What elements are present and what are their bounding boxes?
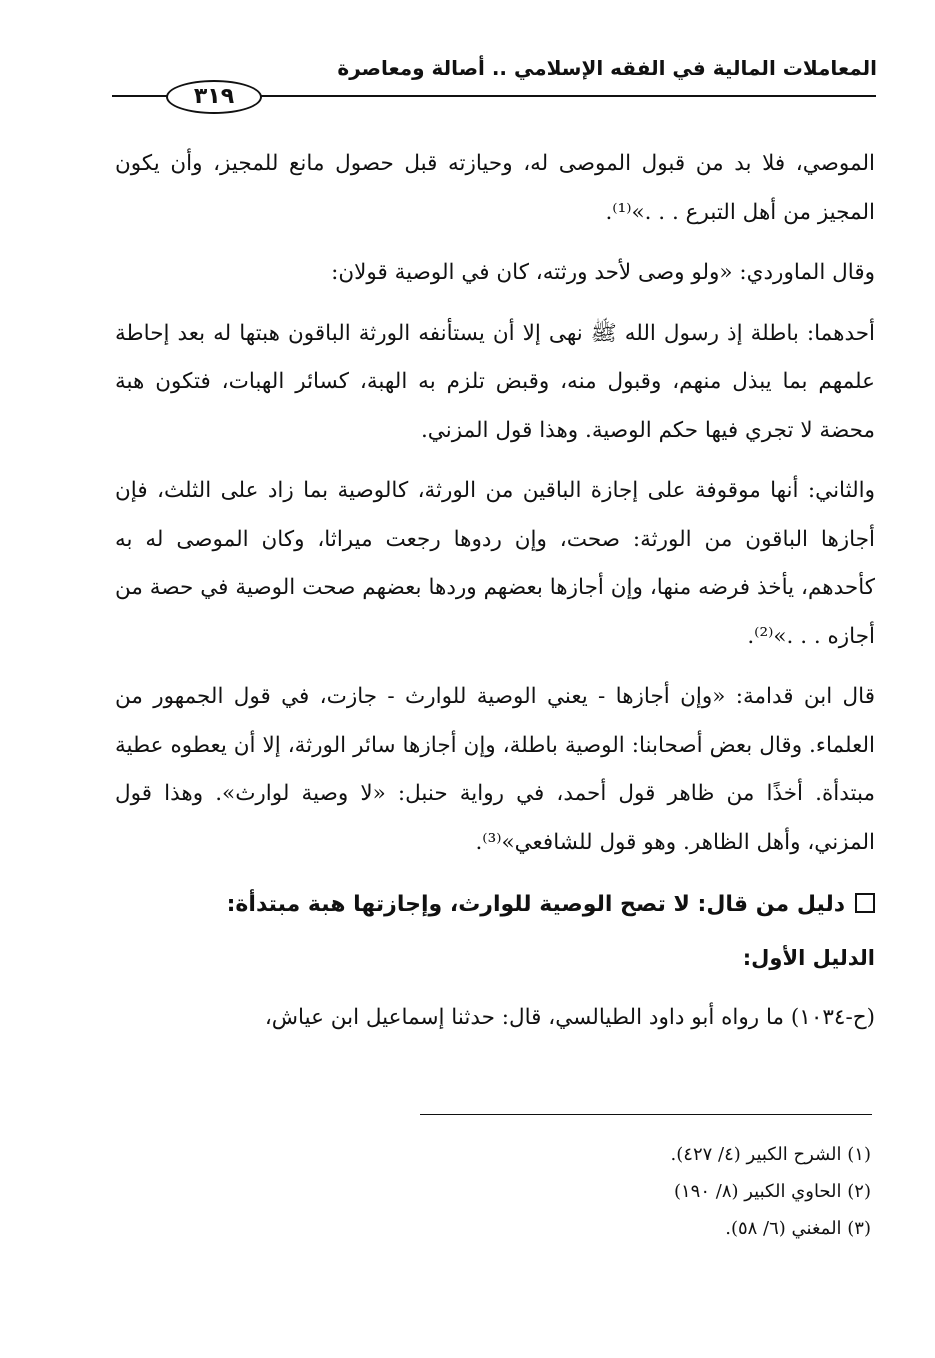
footnote-2: (٢) الحاوي الكبير (٨/ ١٩٠)	[673, 1181, 871, 1202]
checkbox-square-icon	[855, 893, 875, 913]
footnote-1: (١) الشرح الكبير (٤/ ٤٢٧).	[670, 1144, 871, 1165]
section-heading	[115, 881, 875, 930]
footnotes	[171, 1136, 871, 1247]
section-heading-text: دليل من قال: لا تصح الوصية للوارث، وإجازتها هبة مبتدأة:	[226, 892, 845, 917]
paragraph-hadith: (ح-١٠٣٤) ما رواه أبو داود الطيالسي، قال: حدثنا إسماعيل ابن عياش،	[264, 1005, 875, 1030]
paragraph-second-opinion: والثاني: أنها موقوفة على إجازة الباقين من الورثة، كالوصية بما زاد على الثلث، فإن أجازها الباقون من الورثة: صحت، وإن ردوها رجعت ميراثا، وكان الموصى له به كأحدهم، يأخذ فرضه منها، وإن أجازها بعضهم وردها بعضهم صحت الوصية في حصة من أجازه . . .»⁽²⁾.	[115, 478, 875, 649]
footnote-rule	[420, 1114, 872, 1115]
first-evidence-heading: الدليل الأول:	[742, 945, 875, 970]
page-body	[115, 140, 875, 1043]
paragraph-ibn-qudama: قال ابن قدامة: «وإن أجازها - يعني الوصية للوارث - جازت، في قول الجمهور من العلماء. وقال بعض أصحابنا: الوصية باطلة، وإن أجازها سائر الورثة، إلا أن يعطوه عطية مبتدأة. أخذًا من ظاهر قول أحمد، في رواية حنبل: «لا وصية لوارث». وهذا قول المزني، وأهل الظاهر. وهو قول للشافعي»⁽³⁾.	[115, 684, 875, 855]
paragraph-mawardi: وقال الماوردي: «ولو وصى لأحد ورثته، كان في الوصية قولان:	[331, 260, 875, 285]
paragraph-continuation: الموصي، فلا بد من قبول الموصى له، وحيازته قبل حصول مانع للمجيز، وأن يكون المجيز من أهل التبرع . . .»⁽¹⁾.	[115, 151, 875, 225]
running-header-title: المعاملات المالية في الفقه الإسلامي .. أصالة ومعاصرة	[337, 56, 877, 80]
paragraph-first-opinion: أحدهما: باطلة إذ رسول الله ﷺ نهى إلا أن يستأنفه الورثة الباقون هبتها له بعد إحاطة علمهم بما يبذل منهم، وقبول منه، وقبض تلزم به الهبة، كسائر الهبات، فتكون هبة محضة لا تجري فيها حكم الوصية. وهذا قول المزني.	[115, 320, 875, 443]
footnote-3: (٣) المغني (٦/ ٥٨).	[725, 1218, 871, 1239]
page-number: ٣١٩	[166, 80, 262, 114]
